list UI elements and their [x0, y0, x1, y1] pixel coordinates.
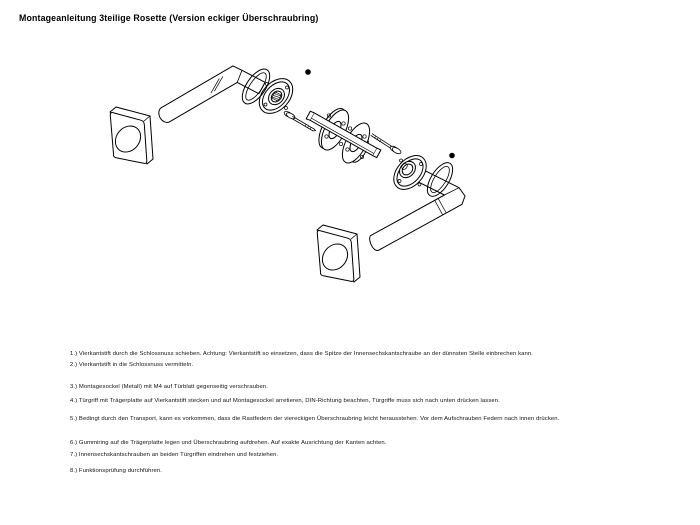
instruction-step-1: 1.) Vierkantstift durch die Schlossnuss schieben. Achtung: Vierkantstift so einsetzen, dass die Spitze der Innensechskantschraube an der dünnsten Stelle einbrechen kann. [70, 351, 534, 357]
instruction-step-8: 8.) Funktionsprüfung durchführen. [70, 468, 163, 474]
square-rosette-right-shape [317, 225, 360, 282]
dot-marker-left [305, 69, 311, 75]
instruction-step-7: 7.) Innensechskantschrauben an beiden Türgriffen eindrehen und festziehen. [70, 452, 279, 458]
lever-handle-left-shape [159, 66, 265, 123]
page-title: Montageanleitung 3teilige Rosette (Version eckiger Überschraubring) [19, 13, 319, 23]
instruction-step-6: 6.) Gummiring auf die Trägerplatte legen und Überschraubring aufdrehen. Auf exakte Ausrichtung der Kanten achten. [70, 440, 387, 446]
instruction-step-4: 4.) Türgriff mit Trägerplatte auf Vierkantstift stecken und auf Montagesockel arretieren, DIN-Richtung beachten, Türgriffe muss sich nach unten drücken lassen. [70, 398, 500, 404]
instruction-step-3: 3.) Montagesockel (Metall) mit M4 auf Türblatt gegenseitig verschrauben. [70, 384, 268, 390]
instruction-step-2: 2.) Vierkantstift in die Schlossnuss vermitteln. [70, 362, 194, 368]
instruction-step-5: 5.) Bedingt durch den Transport, kann es vorkommen, dass die Rastfedern der viereckigen Überschraubring leicht herausstehen. Vor dem Aufschrauben Federn nach innen drücken. [70, 416, 560, 422]
square-rosette-left-shape [110, 107, 153, 164]
dot-marker-right [449, 153, 455, 159]
